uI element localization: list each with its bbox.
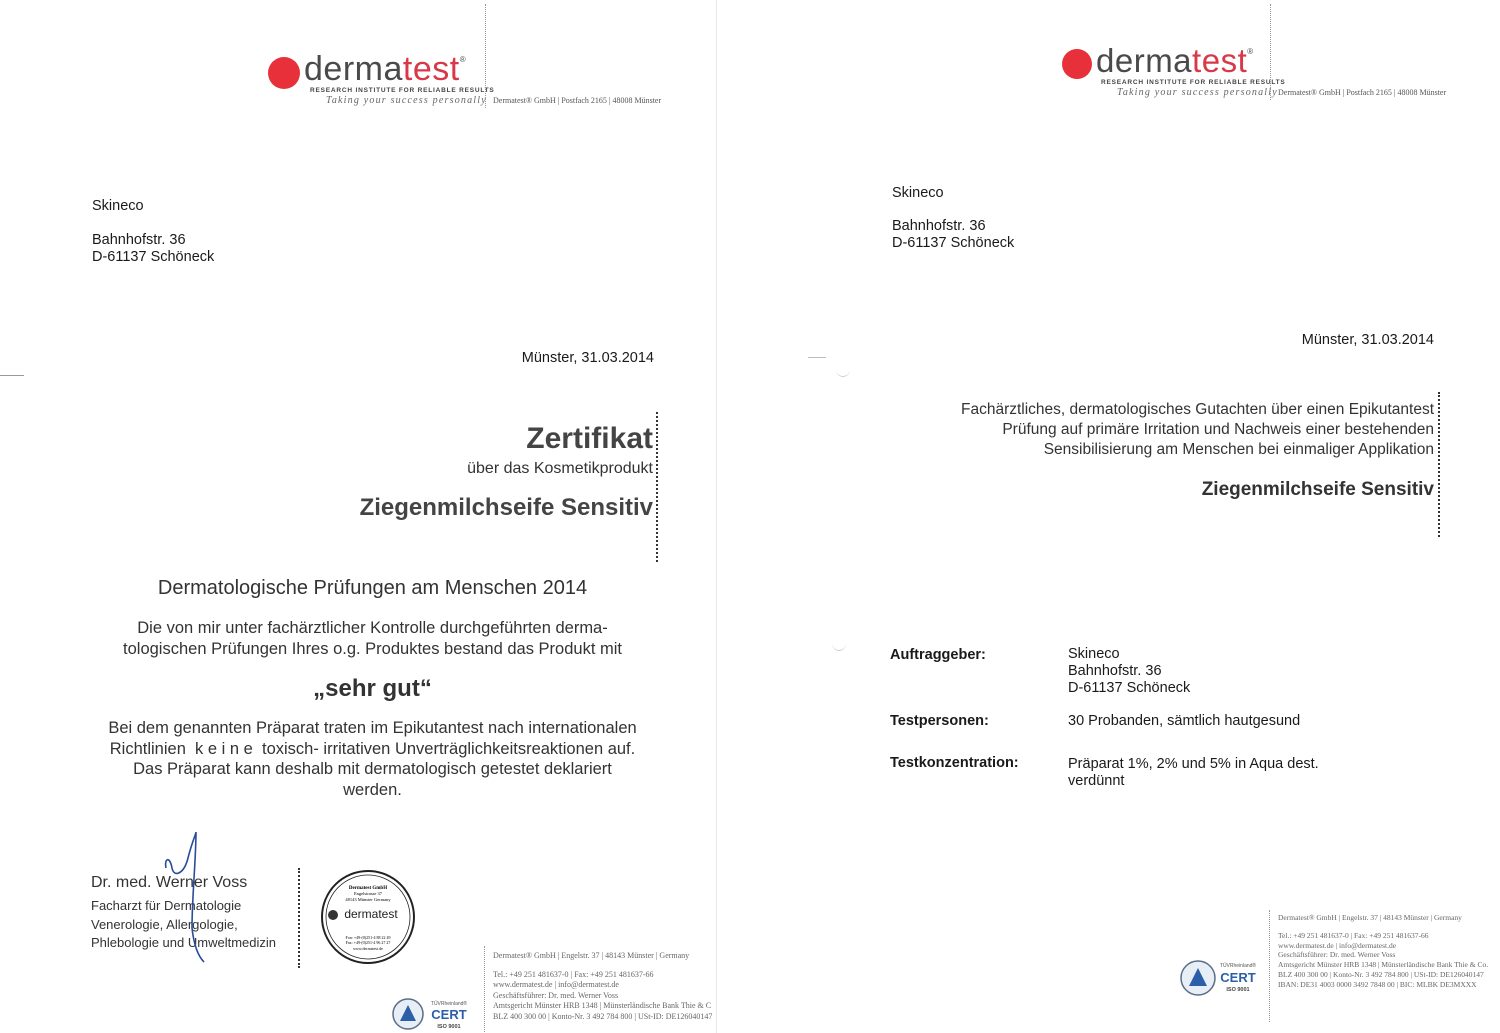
certificate-subtitle: über das Kosmetikprodukt bbox=[467, 460, 653, 477]
tuv-badge-icon bbox=[391, 997, 477, 1031]
footer-company bbox=[1278, 913, 1488, 990]
paragraph-line: tologischen Prüfungen Ihres o.g. Produktes bestand das Produkt mit bbox=[123, 640, 622, 658]
paragraph-line: Bei dem genannten Präparat traten im Epikutantest nach internationalen bbox=[108, 719, 637, 737]
result-paragraph bbox=[60, 618, 685, 660]
field-label-testpersonen: Testpersonen: bbox=[890, 713, 989, 729]
report-title-block bbox=[900, 392, 1440, 537]
certificate-title: Zertifikat bbox=[526, 422, 653, 455]
logo-tagline: RESEARCH INSTITUTE FOR RELIABLE RESULTS bbox=[310, 87, 495, 94]
logo-red-dot-icon bbox=[1062, 49, 1092, 79]
intro-line: Fachärztliches, dermatologisches Gutachten über einen Epikutantest bbox=[960, 401, 1434, 418]
footer-company bbox=[493, 951, 712, 1022]
logo-wordmark: dermatest® bbox=[1096, 42, 1254, 79]
punch-mark bbox=[836, 362, 850, 377]
header-divider bbox=[1270, 4, 1271, 100]
rating-result: „sehr gut“ bbox=[313, 675, 432, 702]
logo-slogan: Taking your success personally bbox=[326, 95, 487, 106]
intro-line: Sensibilisierung am Menschen bei einmaliger Applikation bbox=[1043, 441, 1434, 458]
cert-iso: ISO 9001 bbox=[437, 1024, 461, 1030]
field-value-line: D-61137 Schöneck bbox=[1068, 680, 1191, 696]
stamp-line: Fax: +49-(0)251-4 96 27 27 bbox=[345, 940, 391, 945]
company-stamp-icon bbox=[320, 869, 416, 965]
recipient-name: Skineco bbox=[92, 198, 144, 214]
field-value-line: verdünnt bbox=[1068, 773, 1125, 789]
header-address: Dermatest® GmbH | Postfach 2165 | 48008 Münster bbox=[493, 96, 662, 105]
footer-line: www.dermatest.de | info@dermatest.de bbox=[493, 980, 619, 989]
letter-date: Münster, 31.03.2014 bbox=[1301, 332, 1434, 348]
footer-line: Geschäftsführer: Dr. med. Werner Voss bbox=[493, 990, 619, 1000]
product-name: Ziegenmilchseife Sensitiv bbox=[1201, 479, 1434, 500]
stamp-line: Engelstrasse 37 bbox=[353, 891, 383, 896]
report-page bbox=[760, 0, 1500, 1033]
product-name: Ziegenmilchseife Sensitiv bbox=[359, 494, 653, 521]
signer-name: Dr. med. Werner Voss bbox=[91, 874, 248, 891]
footer-line: BLZ 400 300 00 | Konto-Nr. 3 492 784 800 | USt-ID: DE126040147 bbox=[493, 1011, 713, 1021]
paragraph-line: Das Präparat kann deshalb mit dermatologisch getestet deklariert bbox=[133, 760, 612, 778]
recipient-city: D-61137 Schöneck bbox=[892, 235, 1015, 251]
logo-wordmark: dermatest® bbox=[304, 50, 467, 88]
stamp-line: 48143 Münster Germany bbox=[345, 897, 391, 902]
cert-top: TÜVRheinland® bbox=[430, 1001, 468, 1007]
logo-red-dot-icon bbox=[268, 57, 300, 89]
recipient-street: Bahnhofstr. 36 bbox=[92, 232, 186, 248]
paragraph-line: Richtlinien k e i n e toxisch- irritativen Unverträglichkeitsreaktionen auf. bbox=[109, 739, 636, 758]
report-intro bbox=[961, 400, 1434, 460]
field-value-auftraggeber bbox=[1068, 646, 1190, 697]
certificate-page bbox=[0, 0, 717, 1033]
field-value-testpersonen: 30 Probanden, sämtlich hautgesund bbox=[1068, 713, 1301, 729]
footer-line: Amtsgericht Münster HRB 1348 | Münsterländische Bank Thie & C bbox=[493, 1001, 712, 1010]
footer-divider bbox=[1269, 910, 1270, 1022]
paragraph-line: werden. bbox=[343, 780, 402, 799]
stamp-line: Dermatest GmbH bbox=[348, 886, 388, 891]
tuv-cert-badge bbox=[1178, 958, 1264, 998]
cert-top: TÜVRheinland® bbox=[1219, 963, 1257, 969]
signature-divider bbox=[298, 868, 300, 968]
intro-line: Prüfung auf primäre Irritation und Nachweis einer bestehenden bbox=[1002, 421, 1434, 438]
stamp-line: Fon: +49-(0)251-4 88 22 49 bbox=[345, 935, 391, 940]
fold-mark bbox=[0, 375, 24, 376]
cert-iso: ISO 9001 bbox=[1226, 987, 1250, 993]
logo-slogan: Taking your success personally bbox=[1117, 87, 1278, 98]
recipient-street: Bahnhofstr. 36 bbox=[892, 218, 986, 234]
logo-tagline: RESEARCH INSTITUTE FOR RELIABLE RESULTS bbox=[1101, 79, 1286, 86]
field-value-line: Bahnhofstr. 36 bbox=[1068, 663, 1162, 679]
tuv-cert-badge bbox=[391, 997, 477, 1031]
stamp-line: www.dermatest.de bbox=[353, 946, 383, 951]
punch-mark bbox=[832, 636, 846, 651]
fold-mark bbox=[808, 357, 826, 358]
letter-date: Münster, 31.03.2014 bbox=[521, 350, 654, 366]
signer-title-line: Phlebologie und Umweltmedizin bbox=[91, 935, 276, 950]
stamp-brand: dermatest bbox=[344, 907, 398, 921]
footer-line: BLZ 400 300 00 | Konto-Nr. 3 492 784 800 | USt-ID: DE126040147 bbox=[1278, 969, 1484, 979]
paragraph-line: Die von mir unter fachärztlicher Kontrolle durchgeführten derma- bbox=[137, 619, 608, 637]
title-block bbox=[250, 412, 658, 562]
cert-main: CERT bbox=[1220, 970, 1256, 985]
footer-line: Tel.: +49 251 481637-0 | Fax: +49 251 481637-66 bbox=[1278, 930, 1429, 940]
field-label-testkonzentration: Testkonzentration: bbox=[890, 755, 1019, 771]
field-value-line: Präparat 1%, 2% und 5% in Aqua dest. bbox=[1068, 756, 1319, 772]
footer-divider bbox=[484, 946, 485, 1032]
footer-line: Dermatest® GmbH | Engelstr. 37 | 48143 Münster | Germany bbox=[493, 951, 690, 960]
field-value-line: Skineco bbox=[1068, 646, 1120, 662]
footer-line: Amtsgericht Münster HRB 1348 | Münsterländische Bank Thie & Co. bbox=[1278, 960, 1489, 970]
section-heading: Dermatologische Prüfungen am Menschen 2014 bbox=[157, 577, 588, 599]
recipient-name: Skineco bbox=[892, 185, 944, 201]
footer-line: IBAN: DE31 4003 0000 3492 7848 00 | BIC: MLBK DE3MXXX bbox=[1278, 979, 1477, 989]
header-address: Dermatest® GmbH | Postfach 2165 | 48008 Münster bbox=[1278, 88, 1447, 97]
cert-main: CERT bbox=[431, 1007, 467, 1022]
field-label-auftraggeber: Auftraggeber: bbox=[890, 647, 986, 663]
footer-line: Geschäftsführer: Dr. med. Werner Voss bbox=[1278, 950, 1396, 960]
header-divider bbox=[485, 4, 486, 108]
footer-line: Dermatest® GmbH | Engelstr. 37 | 48143 Münster | Germany bbox=[1278, 913, 1462, 922]
handwritten-signature-icon bbox=[140, 828, 220, 968]
signer-title-line: Facharzt für Dermatologie bbox=[91, 898, 242, 913]
recipient-city: D-61137 Schöneck bbox=[92, 249, 215, 265]
signer-title-line: Venerologie, Allergologie, bbox=[91, 916, 238, 932]
footer-line: www.dermatest.de | info@dermatest.de bbox=[1278, 940, 1397, 950]
field-value-testkonzentration bbox=[1068, 756, 1319, 790]
footer-line: Tel.: +49 251 481637-0 | Fax: +49 251 481637-66 bbox=[493, 969, 654, 979]
tuv-badge-icon bbox=[1178, 958, 1264, 998]
findings-paragraph bbox=[50, 718, 695, 800]
